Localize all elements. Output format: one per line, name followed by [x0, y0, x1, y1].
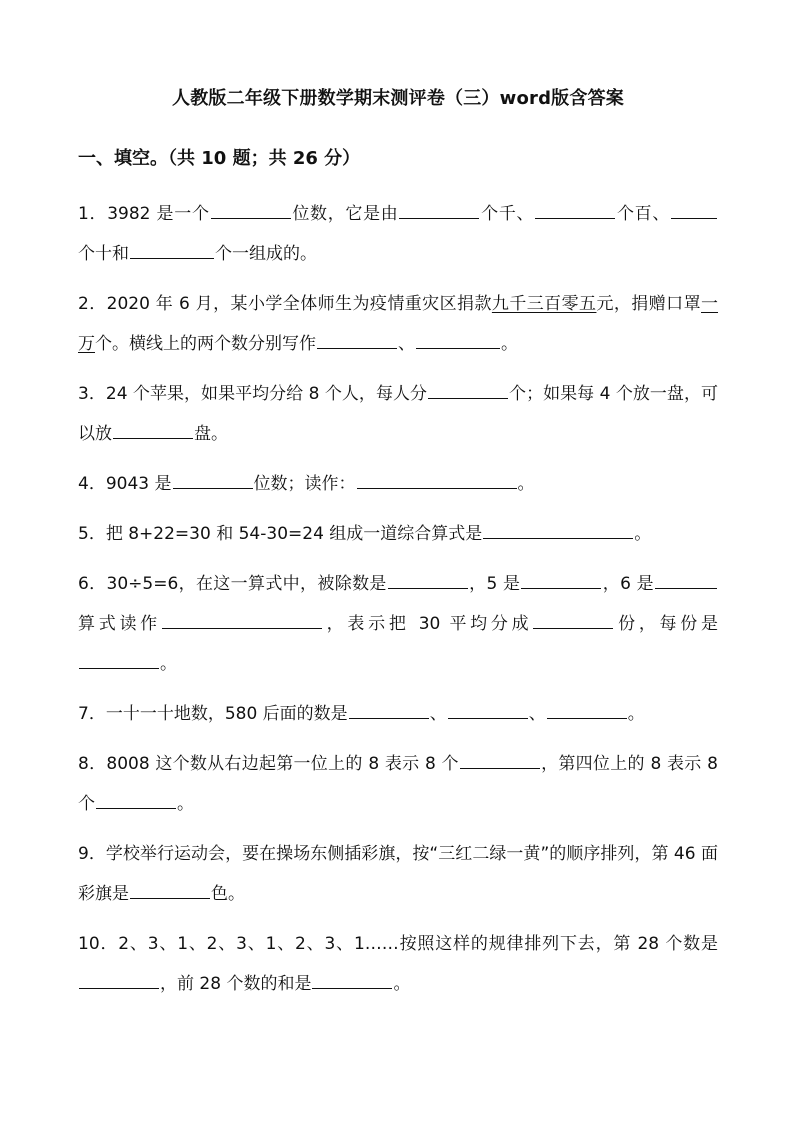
question-number: 7． — [78, 704, 106, 724]
question-text: 。 — [177, 794, 194, 814]
answer-blank[interactable] — [448, 700, 528, 719]
question-number: 6． — [78, 574, 107, 594]
answer-blank[interactable] — [173, 470, 253, 489]
answer-blank[interactable] — [211, 200, 291, 219]
question-text: 个千、 — [480, 204, 535, 224]
question-text: 。 — [634, 524, 652, 544]
question-text: 份，每份是 — [614, 614, 719, 634]
answer-blank[interactable] — [96, 790, 176, 809]
question-10 — [78, 924, 718, 1004]
question-text: ，表示把 30 平均分成 — [322, 614, 533, 634]
question-number: 4． — [78, 474, 106, 494]
question-9 — [78, 834, 718, 914]
question-text: ，5 是 — [468, 574, 521, 594]
question-4 — [78, 464, 718, 504]
question-text: 。 — [517, 474, 535, 494]
question-6 — [78, 564, 718, 684]
question-number: 5． — [78, 524, 106, 544]
question-number: 10． — [78, 934, 119, 954]
answer-blank[interactable] — [483, 520, 633, 539]
question-number: 2． — [78, 294, 107, 314]
question-number: 8． — [78, 754, 107, 774]
answer-blank[interactable] — [671, 200, 717, 219]
question-text: 8008 这个数从右边起第一位上的 8 表示 8 个 — [106, 754, 459, 774]
answer-blank[interactable] — [349, 700, 429, 719]
answer-blank[interactable] — [388, 570, 468, 589]
question-text: 学校举行运动会，要在操场东侧插彩旗，按“三红二绿一黄”的顺序排列，第 46 面彩旗是 — [78, 844, 718, 904]
question-text: 24 个苹果，如果平均分给 8 个人，每人分 — [105, 384, 428, 404]
question-text: 。 — [160, 654, 177, 674]
question-text: 把 8+22=30 和 54-30=24 组成一道综合算式是 — [105, 524, 483, 544]
question-text: 。 — [627, 704, 645, 724]
question-text: 位数，它是由 — [291, 204, 399, 224]
answer-blank[interactable] — [162, 610, 322, 629]
question-text: 。 — [501, 334, 518, 354]
question-text: ，前 28 个数的和是 — [160, 974, 312, 994]
question-text: 个百、 — [616, 204, 671, 224]
answer-blank[interactable] — [460, 750, 540, 769]
question-number: 9． — [78, 844, 106, 864]
question-text: 个。横线上的两个数分别写作 — [95, 334, 316, 354]
question-text: 。 — [393, 974, 411, 994]
question-text: 元，捐赠口罩 — [596, 294, 702, 314]
answer-blank[interactable] — [357, 470, 517, 489]
question-2 — [78, 284, 718, 364]
answer-blank[interactable] — [416, 330, 500, 349]
question-text: 个一组成的。 — [215, 244, 317, 264]
question-5 — [78, 514, 718, 554]
answer-blank[interactable] — [312, 970, 392, 989]
section-heading: 一、填空。（共 10 题；共 26 分） — [78, 148, 361, 169]
question-number: 1． — [78, 204, 108, 224]
answer-blank[interactable] — [533, 610, 613, 629]
answer-blank[interactable] — [130, 880, 210, 899]
question-text: 、 — [398, 334, 415, 354]
question-number: 3． — [78, 384, 106, 404]
question-text: 3982 是一个 — [107, 204, 210, 224]
underlined-amount: 九千三百零五 — [491, 294, 597, 314]
question-text: 算式读作 — [78, 614, 161, 634]
question-7 — [78, 694, 718, 734]
question-text: 、 — [528, 704, 546, 724]
question-3 — [78, 374, 718, 454]
answer-blank[interactable] — [399, 200, 479, 219]
question-1 — [78, 194, 718, 274]
question-text: 30÷5=6，在这一算式中，被除数是 — [106, 574, 387, 594]
question-text: 、 — [429, 704, 447, 724]
answer-blank[interactable] — [535, 200, 615, 219]
answer-blank[interactable] — [130, 240, 214, 259]
question-text: ，6 是 — [602, 574, 654, 594]
answer-blank[interactable] — [655, 570, 717, 589]
question-text: 个；如果每 4 个放一盘，可以放 — [78, 384, 718, 444]
question-text: 一十一十地数，580 后面的数是 — [105, 704, 348, 724]
answer-blank[interactable] — [79, 970, 159, 989]
question-text: 盘。 — [194, 424, 228, 444]
answer-blank[interactable] — [317, 330, 397, 349]
question-text: 2、3、1、2、3、1、2、3、1……按照这样的规律排列下去，第 28 个数是 — [118, 934, 718, 954]
question-text: ，第四位上的 8 表示 8 个 — [78, 754, 718, 814]
question-text: 2020 年 6 月，某小学全体师生为疫情重灾区捐款 — [106, 294, 492, 314]
answer-blank[interactable] — [521, 570, 601, 589]
answer-blank[interactable] — [79, 650, 159, 669]
underlined-count: 一万 — [78, 294, 719, 354]
answer-blank[interactable] — [113, 420, 193, 439]
question-text: 色。 — [211, 884, 245, 904]
question-8 — [78, 744, 718, 824]
page-title: 人教版二年级下册数学期末测评卷（三）word版含答案 — [172, 88, 624, 109]
answer-blank[interactable] — [547, 700, 627, 719]
question-text: 9043 是 — [105, 474, 172, 494]
question-text: 个十和 — [78, 244, 129, 264]
question-text: 位数；读作： — [253, 474, 356, 494]
answer-blank[interactable] — [428, 380, 508, 399]
